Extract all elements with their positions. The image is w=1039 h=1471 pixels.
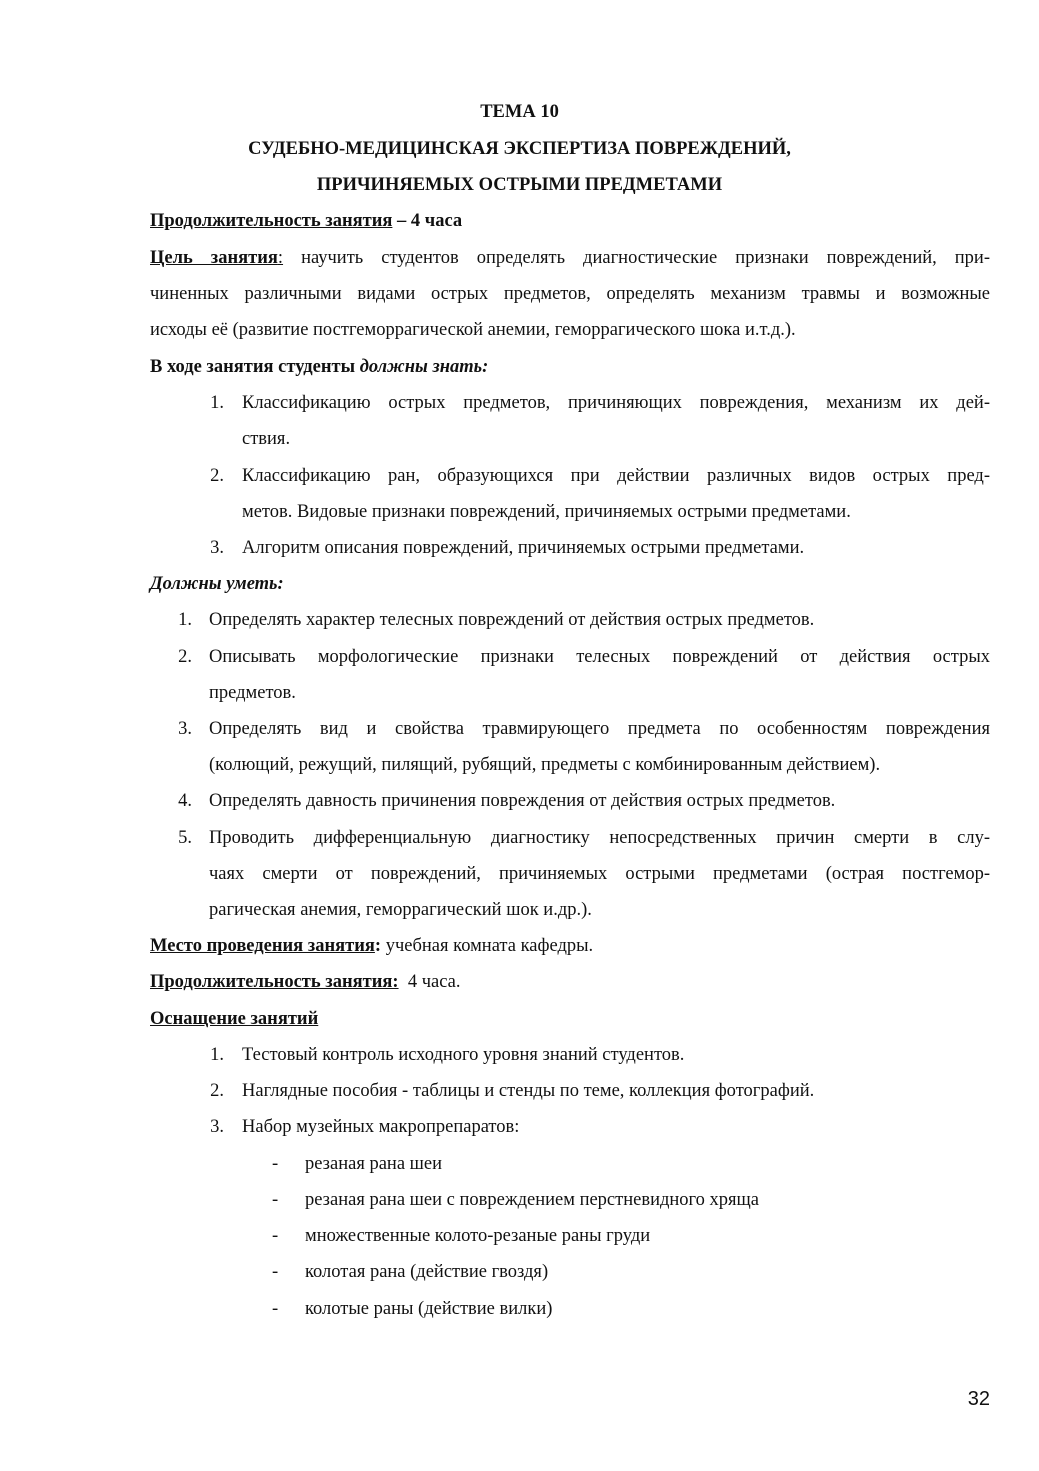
skills-item-1-line-1: Определять характер телесных повреждений от действия острых предметов. — [209, 610, 815, 630]
skills-item-3-line-2: (колющий, режущий, пилящий, рубящий, предметы с комбинированным действием). — [209, 755, 881, 775]
duration-line — [150, 209, 462, 233]
skills-item-2-line-2: предметов. — [209, 683, 296, 703]
equipment-item-1-line-1: Тестовый контроль исходного уровня знаний студентов. — [242, 1045, 685, 1065]
equipment-item-3-line-1: Набор музейных макропрепаратов: — [242, 1117, 520, 1137]
place-colon: : — [374, 936, 382, 956]
skills-item-2-line-1: Описывать морфологические признаки телесных повреждений от действия острых — [209, 647, 990, 667]
know-item-2-line-2: метов. Видовые признаки повреждений, причиняемых острыми предметами. — [242, 502, 851, 522]
place-value: учебная комната кафедры. — [381, 936, 594, 956]
know-item-1-line-1: Классификацию острых предметов, причиняющих повреждения, механизм их дей- — [242, 393, 990, 413]
subitem-1-dash: - — [272, 1154, 279, 1174]
skills-item-4-line-1: Определять давность причинения повреждения от действия острых предметов. — [209, 791, 836, 811]
place-label: Место проведения занятия — [150, 936, 375, 956]
title-line-1: СУДЕБНО-МЕДИЦИНСКАЯ ЭКСПЕРТИЗА ПОВРЕЖДЕНИЙ, — [248, 139, 791, 159]
duration-label: Продолжительность занятия — [150, 211, 393, 231]
subitem-2: резаная рана шеи с повреждением перстневидного хряща — [305, 1190, 759, 1210]
skills-item-1-num: 1. — [178, 610, 192, 630]
goal-text-1: научить студентов определять диагностические признаки повреждений, при- — [283, 248, 990, 268]
equipment-heading: Оснащение занятий — [150, 1009, 319, 1029]
know-item-1-line-2: ствия. — [242, 429, 291, 449]
subitem-3-dash: - — [272, 1226, 279, 1246]
skills-item-4-num: 4. — [178, 791, 192, 811]
equipment-item-1-num: 1. — [210, 1045, 224, 1065]
know-item-3-line-1: Алгоритм описания повреждений, причиняемых острыми предметами. — [242, 538, 805, 558]
skills-item-3-line-1: Определять вид и свойства травмирующего предмета по особенностям повреждения — [209, 719, 990, 739]
goal-line-1 — [150, 246, 990, 270]
subitem-2-dash: - — [272, 1190, 279, 1210]
subitem-4-dash: - — [272, 1262, 279, 1282]
subitem-1: резаная рана шеи — [305, 1154, 443, 1174]
know-item-1-num: 1. — [210, 393, 224, 413]
skills-heading: Должны уметь: — [150, 574, 284, 594]
goal-line-2: чиненных различными видами острых предметов, определять механизм травмы и возможные — [150, 284, 990, 304]
goal-line-3: исходы её (развитие постгеморрагической анемии, геморрагического шока и.т.д.). — [150, 320, 796, 340]
subitem-5-dash: - — [272, 1299, 279, 1319]
place-line — [150, 934, 593, 958]
skills-item-3-num: 3. — [178, 719, 192, 739]
page-number: 32 — [967, 1388, 990, 1410]
skills-item-5-line-2: чаях смерти от повреждений, причиняемых острыми предметами (острая постгемор- — [209, 864, 990, 884]
duration2-value: 4 часа. — [398, 972, 461, 992]
know-item-2-line-1: Классификацию ран, образующихся при действии различных видов острых пред- — [242, 466, 990, 486]
skills-item-5-line-3: рагическая анемия, геморрагический шок и.др.). — [209, 900, 592, 920]
know-item-3-num: 3. — [210, 538, 224, 558]
duration-value: – 4 часа — [392, 211, 463, 231]
title-line-2: ПРИЧИНЯЕМЫХ ОСТРЫМИ ПРЕДМЕТАМИ — [316, 175, 723, 195]
subitem-4: колотая рана (действие гвоздя) — [305, 1262, 549, 1282]
duration2-line — [150, 970, 460, 994]
equipment-item-2-num: 2. — [210, 1081, 224, 1101]
topic-heading: ТЕМА 10 — [480, 102, 559, 122]
equipment-item-3-num: 3. — [210, 1117, 224, 1137]
skills-item-5-num: 5. — [178, 828, 192, 848]
know-heading-bold: В ходе занятия студенты — [150, 357, 360, 377]
know-item-2-num: 2. — [210, 466, 224, 486]
goal-label: Цель занятия — [150, 248, 278, 268]
know-heading-italic: должны знать: — [359, 357, 489, 377]
goal-sep: : — [277, 248, 284, 268]
skills-item-5-line-1: Проводить дифференциальную диагностику непосредственных причин смерти в слу- — [209, 828, 990, 848]
duration2-label: Продолжительность занятия: — [150, 972, 399, 992]
subitem-3: множественные колото-резаные раны груди — [305, 1226, 651, 1246]
know-heading — [150, 355, 488, 379]
skills-item-2-num: 2. — [178, 647, 192, 667]
equipment-item-2-line-1: Наглядные пособия - таблицы и стенды по теме, коллекция фотографий. — [242, 1081, 815, 1101]
subitem-5: колотые раны (действие вилки) — [305, 1299, 553, 1319]
